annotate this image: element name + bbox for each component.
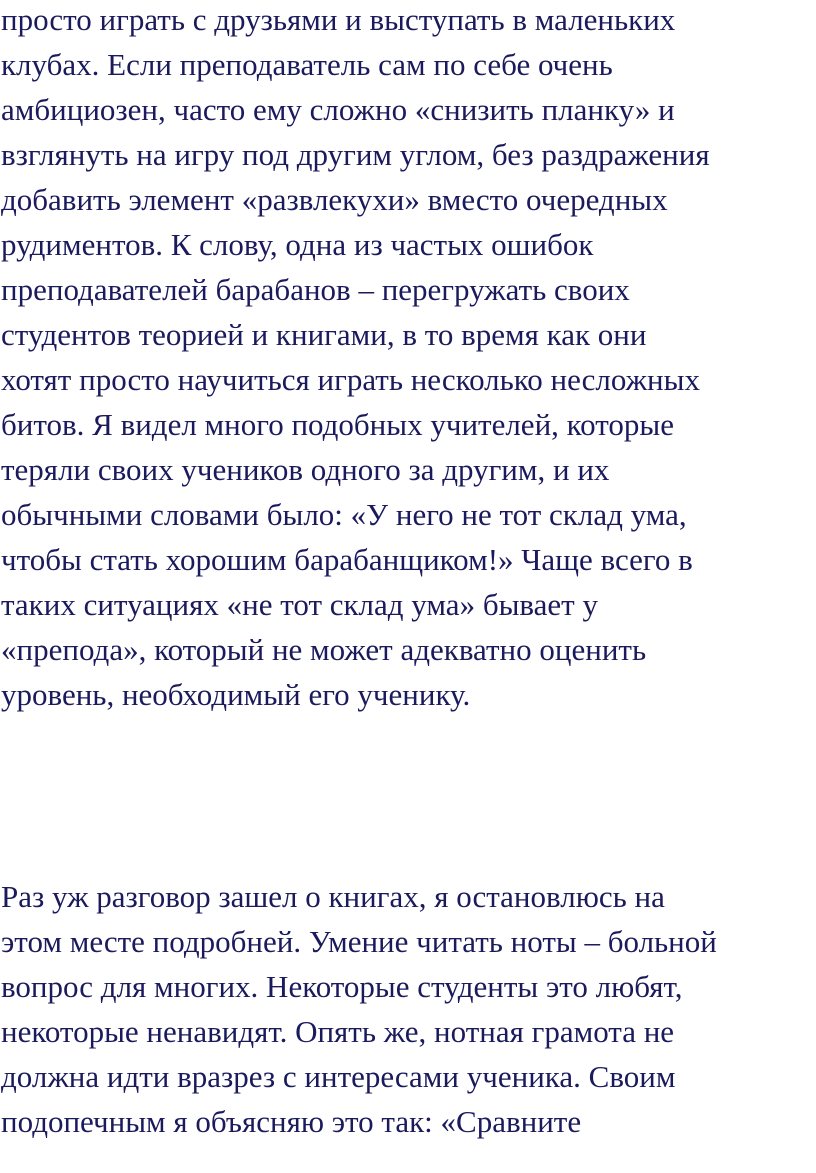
text-line: амбициозен, часто ему сложно «снизить планку» и xyxy=(1,92,675,127)
text-line: теряли своих учеников одного за другим, и их xyxy=(1,452,610,487)
text-line: битов. Я видел много подобных учителей, которые xyxy=(1,407,674,442)
text-line: вопрос для многих. Некоторые студенты это любят, xyxy=(1,969,683,1004)
text-line: добавить элемент «развлекухи» вместо очередных xyxy=(1,182,668,217)
text-line: взглянуть на игру под другим углом, без раздражения xyxy=(1,137,710,172)
text-line: Раз уж разговор зашел о книгах, я остановлюсь на xyxy=(1,879,665,914)
text-line: этом месте подробней. Умение читать ноты – больной xyxy=(1,924,717,959)
text-line: преподавателей барабанов – перегружать своих xyxy=(1,272,630,307)
text-line: студентов теорией и книгами, в то время как они xyxy=(1,317,647,352)
text-line: рудиментов. К слову, одна из частых ошибок xyxy=(1,227,594,262)
text-line: просто играть с друзьями и выступать в маленьких xyxy=(1,2,676,37)
text-line: «препода», который не может адекватно оценить xyxy=(1,632,647,667)
text-line: таких ситуациях «не тот склад ума» бывает у xyxy=(1,587,598,622)
text-line: клубах. Если преподаватель сам по себе очень xyxy=(1,47,613,82)
text-line: уровень, необходимый его ученику. xyxy=(1,677,471,712)
text-line: хотят просто научиться играть несколько несложных xyxy=(1,362,700,397)
text-line: подопечным я объясняю это так: «Сравните xyxy=(1,1104,582,1139)
text-line: должна идти вразрез с интересами ученика. Своим xyxy=(1,1059,676,1094)
text-line: чтобы стать хорошим барабанщиком!» Чаще всего в xyxy=(1,542,693,577)
text-line: обычными словами было: «У него не тот склад ума, xyxy=(1,497,687,532)
text-line: некоторые ненавидят. Опять же, нотная грамота не xyxy=(1,1014,675,1049)
